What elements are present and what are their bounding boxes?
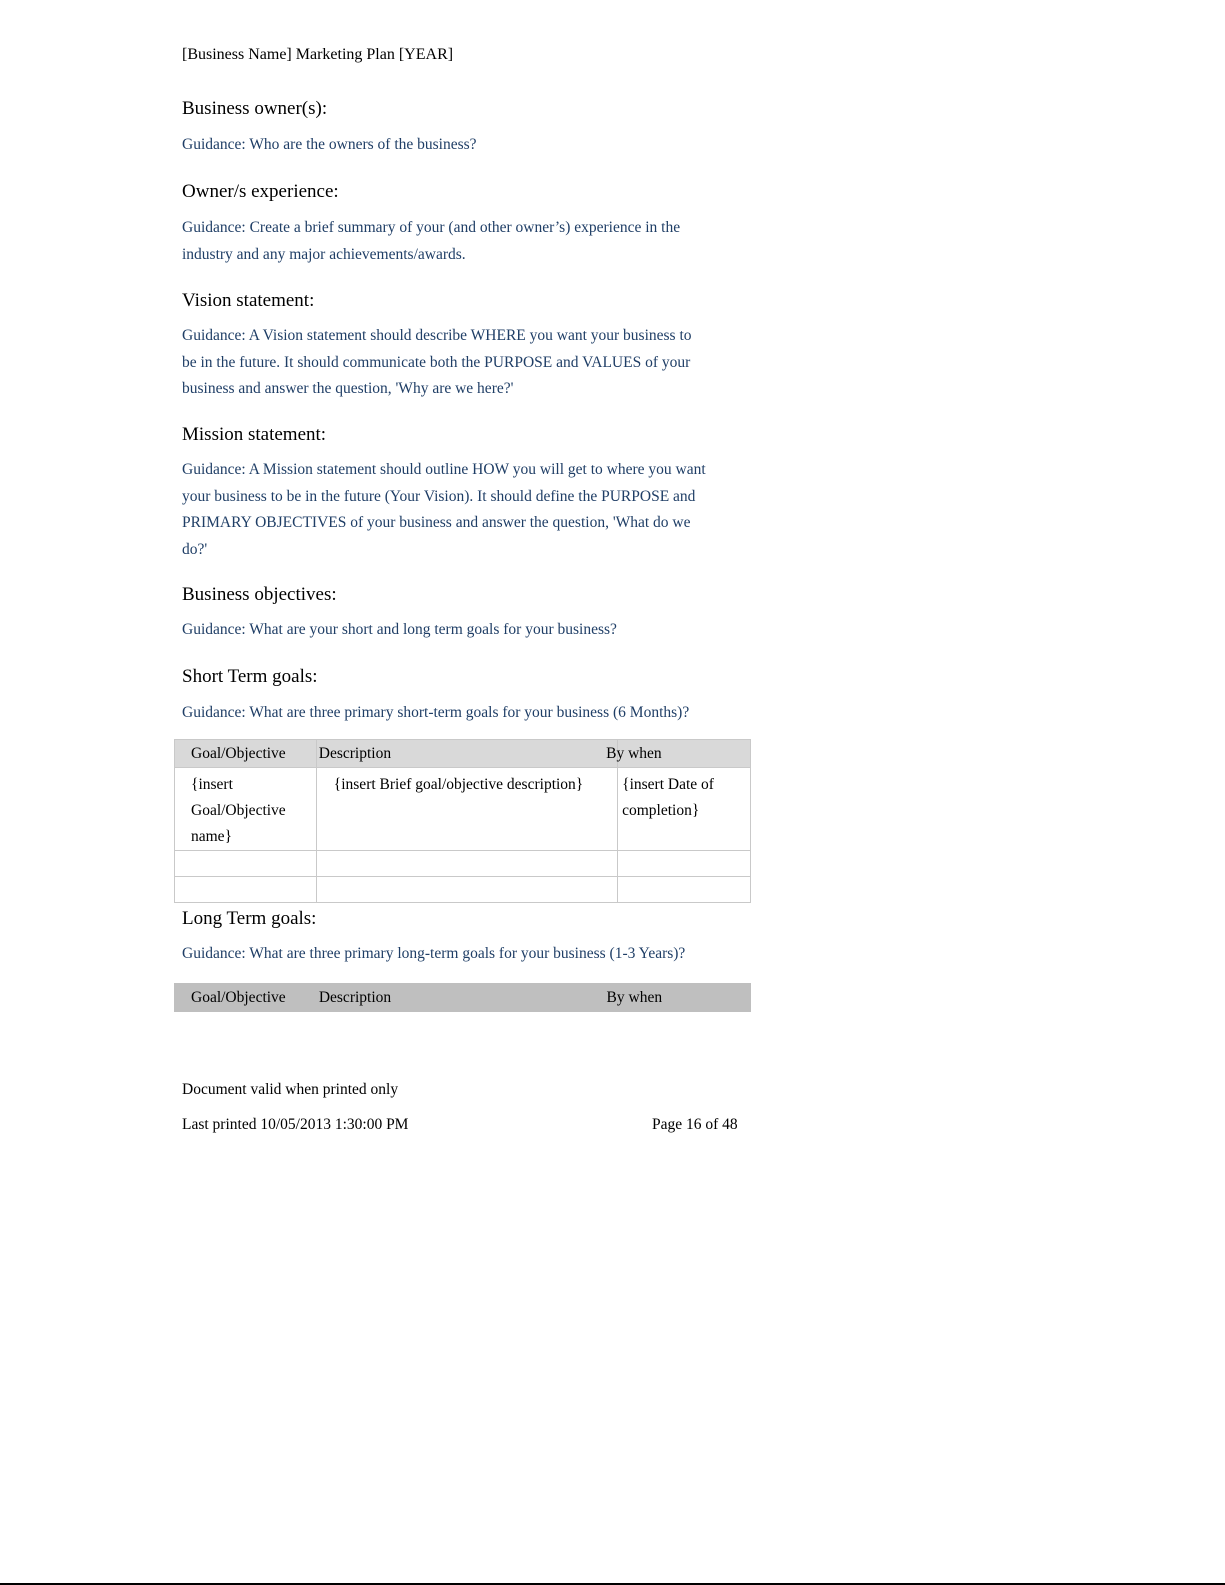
vision-guidance: Guidance: A Vision statement should describe WHERE you want your business to be in the future. It should communicate both the PURPOSE and VALUES of your business and answer the question, 'Why are we here?' [182, 327, 692, 397]
table-row [175, 851, 751, 877]
column-header-by-when: By when [606, 988, 663, 1006]
when-cell[interactable] [618, 768, 751, 851]
short-term-goals-table [174, 739, 751, 903]
when-cell[interactable] [618, 851, 751, 877]
mission-heading: Mission statement: [182, 424, 327, 445]
when-placeholder: {insert Date of completion} [622, 776, 714, 819]
short-term-heading: Short Term goals: [182, 666, 318, 687]
goal-cell[interactable] [175, 768, 317, 851]
when-cell[interactable] [618, 877, 751, 903]
goal-placeholder: {insert Goal/Objective name} [191, 776, 286, 845]
column-header-description: Description [318, 988, 392, 1006]
table-row [175, 768, 751, 851]
table-row [175, 877, 751, 903]
footer-page-number: Page 16 of 48 [652, 1116, 738, 1133]
footer-validity: Document valid when printed only [182, 1081, 399, 1098]
objectives-heading: Business objectives: [182, 584, 337, 605]
description-cell[interactable] [316, 768, 617, 851]
description-cell[interactable] [316, 851, 617, 877]
column-header-goal: Goal/Objective [191, 744, 286, 762]
short-term-guidance: Guidance: What are three primary short-term goals for your business (6 Months)? [182, 704, 690, 721]
description-cell[interactable] [316, 877, 617, 903]
owners-heading: Business owner(s): [182, 98, 328, 119]
vision-heading: Vision statement: [182, 290, 315, 311]
long-term-goals-table [174, 983, 751, 1012]
document-header: [Business Name] Marketing Plan [YEAR] [182, 46, 454, 63]
table-header-row [175, 740, 751, 768]
experience-guidance: Guidance: Create a brief summary of your (and other owner’s) experience in the industry and any major achievements/awards. [182, 219, 681, 263]
goal-cell[interactable] [175, 851, 317, 877]
long-term-heading: Long Term goals: [182, 908, 317, 929]
column-header-goal: Goal/Objective [191, 988, 286, 1006]
mission-guidance: Guidance: A Mission statement should outline HOW you will get to where you want your business to be in the future (Your Vision). It should define the PURPOSE and PRIMARY OBJECTIVES of your business and answer the question, 'What do we do?' [182, 461, 706, 558]
column-header-description: Description [318, 744, 392, 762]
column-header-by-when: By when [606, 744, 662, 762]
goal-cell[interactable] [175, 877, 317, 903]
description-placeholder: {insert Brief goal/objective description} [333, 776, 584, 793]
long-term-guidance: Guidance: What are three primary long-term goals for your business (1-3 Years)? [182, 945, 686, 962]
owners-guidance: Guidance: Who are the owners of the business? [182, 136, 477, 153]
table-header-row [175, 984, 751, 1012]
objectives-guidance: Guidance: What are your short and long term goals for your business? [182, 621, 617, 638]
experience-heading: Owner/s experience: [182, 181, 339, 202]
footer-last-printed: Last printed 10/05/2013 1:30:00 PM [182, 1116, 409, 1133]
